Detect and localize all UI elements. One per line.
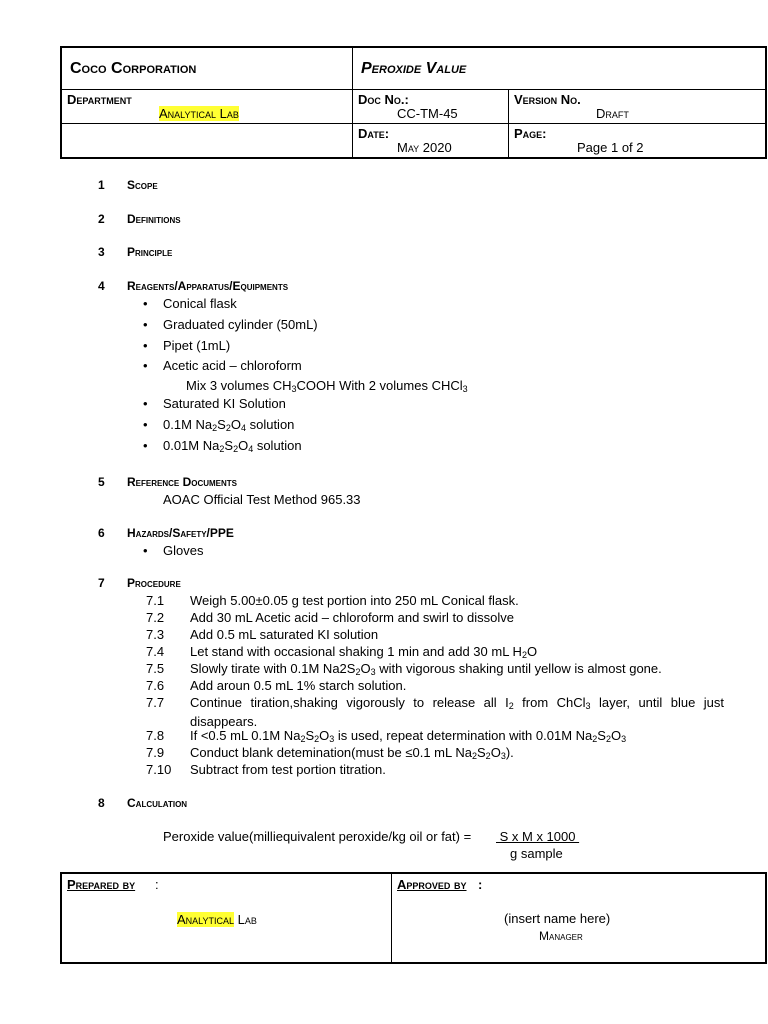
procedure-step-number: 7.5 (146, 661, 165, 676)
section-8-number: 8 (98, 796, 105, 810)
bullet-icon: • (143, 543, 148, 558)
prepared-by-colon: : (155, 877, 159, 892)
section-5-title: Reference Documents (127, 475, 238, 489)
page-label: Page: (514, 126, 547, 141)
section-7-title: Procedure (127, 576, 181, 590)
calculation-numerator: S x M x 1000 (496, 829, 580, 844)
procedure-step-number: 7.4 (146, 644, 165, 659)
prepared-by-cell (62, 874, 392, 962)
calculation-denominator: g sample (510, 846, 563, 861)
section-3-title: Principle (127, 245, 173, 259)
procedure-step-number: 7.8 (146, 728, 165, 743)
section-2-number: 2 (98, 212, 105, 226)
bullet-icon: • (143, 417, 148, 432)
bullet-icon: • (143, 438, 148, 453)
section-1-title: Scope (127, 178, 158, 192)
doc-title: Peroxide Value (361, 59, 467, 77)
approved-by-name: (insert name here) (504, 911, 611, 926)
section-3-number: 3 (98, 245, 105, 259)
bullet-icon: • (143, 358, 148, 373)
procedure-step-number: 7.9 (146, 745, 165, 760)
procedure-step-text: Conduct blank detemination(must be ≤0.1 mL $Na_2S_2O_3$). (190, 745, 514, 761)
reagent-item: Graduated cylinder (50mL) (163, 317, 318, 332)
date-value: May 2020 (397, 140, 452, 155)
prepared-by-label: Prepared by (67, 877, 136, 892)
version-label: Version No. (514, 92, 581, 107)
bullet-icon: • (143, 296, 148, 311)
doc-title-cell (353, 48, 765, 89)
procedure-step-text: Let stand with occasional shaking 1 min and add 30 mL $H_2O$ (190, 644, 538, 660)
procedure-step-number: 7.1 (146, 593, 165, 608)
section-2-title: Definitions (127, 212, 181, 226)
header-row-3 (62, 124, 765, 157)
department-label: Department (67, 92, 132, 107)
bullet-icon: • (143, 396, 148, 411)
page-value: Page 1 of 2 (577, 140, 644, 155)
reagent-note: Mix 3 volumes $CH_3COOH$ With 2 volumes CHCl$_3$ (186, 378, 468, 394)
reagent-item: Acetic acid – chloroform (163, 358, 302, 373)
procedure-step-text: Slowly tirate with 0.1M $Na2S_2O_3$ with vigorous shaking until yellow is almost gone. (190, 661, 662, 677)
signature-table (60, 872, 767, 964)
department-cell (62, 90, 353, 123)
document-header-table (60, 46, 767, 159)
section-4-title: Reagents/Apparatus/Equipments (127, 279, 289, 293)
reagent-item: Saturated KI Solution (163, 396, 286, 411)
procedure-step-number: 7.3 (146, 627, 165, 642)
section-6-title: Hazards/Safety/PPE (127, 526, 234, 540)
section-1-number: 1 (98, 178, 105, 192)
empty-cell (62, 124, 353, 157)
version-value: Draft (596, 106, 629, 121)
procedure-step-text: Continue tiration,shaking vigorously to release all $I_2$ from ChCl$_3$ layer, until blue just disappears. (190, 695, 724, 729)
reference-document: AOAC Official Test Method 965.33 (163, 492, 361, 507)
section-8-title: Calculation (127, 796, 188, 810)
header-row-title (62, 48, 765, 90)
procedure-step-text: Add 0.5 mL saturated KI solution (190, 627, 379, 642)
doc-no-label: Doc No.: (358, 92, 409, 107)
date-cell (353, 124, 509, 157)
header-row-2 (62, 90, 765, 124)
procedure-step-number: 7.2 (146, 610, 165, 625)
section-6-number: 6 (98, 526, 105, 540)
calculation-lhs: Peroxide value(milliequivalent peroxide/kg oil or fat) = (163, 829, 472, 844)
reagent-item: Conical flask (163, 296, 237, 311)
approved-by-cell (392, 874, 765, 962)
procedure-step-text: Subtract from test portion titration. (190, 762, 386, 777)
procedure-step-text: Weigh 5.00±0.05 g test portion into 250 mL Conical flask. (190, 593, 519, 608)
approved-by-label: Approved by (397, 877, 467, 892)
approved-by-colon: : (478, 877, 483, 892)
hazard-item: Gloves (163, 543, 204, 558)
version-cell (509, 90, 765, 123)
reagent-item: 0.01M $Na_2S_2O_4$ solution (163, 438, 302, 454)
bullet-icon: • (143, 338, 148, 353)
department-value: Analytical Lab (159, 106, 239, 121)
procedure-step-text: If <0.5 mL 0.1M $Na_2S_2O_3$ is used, repeat determination with 0.01M $Na_2S_2O_3$ (190, 728, 627, 744)
doc-no-cell (353, 90, 509, 123)
page-cell (509, 124, 765, 157)
company-name: Coco Corporation (62, 48, 353, 89)
section-4-number: 4 (98, 279, 105, 293)
procedure-step-text: Add aroun 0.5 mL 1% starch solution. (190, 678, 407, 693)
procedure-step-text: Add 30 mL Acetic acid – chloroform and swirl to dissolve (190, 610, 514, 625)
bullet-icon: • (143, 317, 148, 332)
prepared-by-value: Analytical Lab (177, 912, 257, 927)
section-5-number: 5 (98, 475, 105, 489)
section-7-number: 7 (98, 576, 105, 590)
procedure-step-number: 7.7 (146, 695, 165, 710)
approved-by-role: Manager (539, 929, 583, 943)
date-label: Date: (358, 126, 390, 141)
doc-no-value: CC-TM-45 (397, 106, 458, 121)
procedure-step-number: 7.10 (146, 762, 172, 777)
reagent-item: Pipet (1mL) (163, 338, 231, 353)
reagent-item: 0.1M $Na_2S_2O_4$ solution (163, 417, 295, 433)
procedure-step-number: 7.6 (146, 678, 165, 693)
